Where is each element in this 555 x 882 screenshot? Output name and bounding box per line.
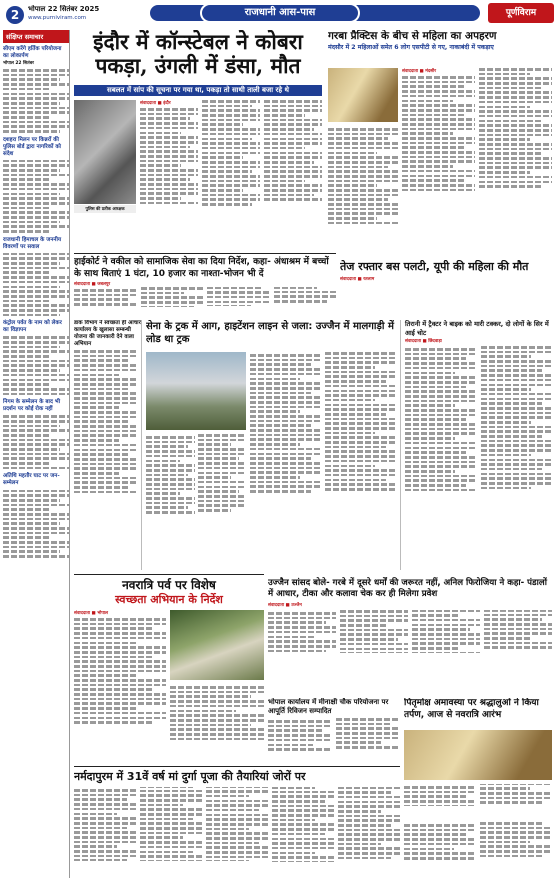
bhopal-meeting-story (268, 698, 400, 768)
sidebar-item-head: कंट्रोल पर्वत के नाम को लेकर का विज्ञापन (3, 320, 62, 334)
sidebar-item (3, 320, 69, 395)
pitru-body (404, 784, 552, 818)
narmada-body (74, 787, 400, 875)
pitru-headline: पितृमोक्ष अमावस्या पर श्रद्धालुओं ने किया तर्पण, आज से नवरात्रि आरंभ (404, 698, 539, 720)
bus-headline: तेज रफ्तार बस पलटी, यूपी की महिला की मौत (340, 260, 529, 273)
tractor-story (400, 320, 552, 570)
pitru-story (404, 698, 552, 818)
cleanup-photo (170, 610, 264, 680)
ujjain-mp-story (268, 574, 552, 694)
byline: संवाददाता ■ रतलाम (340, 277, 375, 282)
byline: संवाददाता ■ उज्जैन (268, 603, 302, 608)
masthead: पूर्णविराम (488, 3, 554, 23)
main-subhead: सबलत में सांप की सूचना पर गया था, पकड़ा तो साथी ताली बजा रहे थे (74, 85, 322, 96)
website-link[interactable]: www.purniviram.com (28, 15, 87, 21)
tractor-headline: तिरानी में ट्रैक्टर ने बाइक को मारी टक्कर, दो लोगों के सिर में आई चोट (405, 320, 549, 337)
navratri-headline-2: स्वच्छता अभियान के निर्देश (115, 593, 223, 606)
dak-body (74, 350, 141, 493)
byline: संवाददाता ■ जबलपुर (74, 282, 111, 287)
constable-photo (74, 100, 136, 204)
sidebar-item-head: अतिथि महतौर घाट पर जन-सम्मेलन (3, 473, 60, 487)
highcourt-body (74, 287, 336, 307)
tractor-body (405, 346, 552, 556)
dak-story (74, 320, 142, 570)
sidebar-item (3, 237, 69, 317)
ujjain-fire-headline: सेना के ट्रक में आग, हाइटेंशन लाइन से जला: उज्जैन में मालगाड़ी में लोड था ट्रक (146, 321, 394, 345)
narmada-headline: नर्मदापुरम में 31वें वर्ष मां दुर्गा पूजा की तैयारियां जोरों पर (74, 770, 306, 783)
navratri-body (74, 610, 166, 760)
sidebar-item (3, 473, 69, 557)
sidebar-item-head: निगम के सम्मेलन के बाद भी प्रदर्शन पर कोई रोक नहीं (3, 399, 61, 413)
garba-headline: गरबा प्रैक्टिस के बीच से महिला का अपहरण (328, 30, 497, 42)
ujjain-fire-body (250, 352, 396, 568)
narmada-story (74, 766, 400, 880)
garba-body-left (328, 126, 398, 253)
sidebar-item-head: सीएम करेंगे हर्तिक परियोजना का लोकार्पण (3, 46, 62, 59)
main-story (74, 30, 322, 250)
page-number: 2 (6, 6, 24, 24)
photo-caption: पुलिस की प्रतीक आरक्षक (74, 205, 136, 213)
sidebar-item-head: दशहरा मिलन पर किन्नरों की पुलिस बोर्ड द्वारा नागरिकों को संदेश (3, 136, 61, 157)
garba-photo (328, 68, 398, 122)
main-story-body (140, 100, 322, 248)
sidebar-item (3, 46, 69, 133)
ujjain-fire-body-left (146, 434, 246, 568)
truck-photo (146, 352, 246, 430)
garba-subhead: मंदसौर में 2 महिलाओं समेत 6 लोग एसपीटी से गए, नाकाबंदी में पकड़ाए (328, 44, 494, 51)
sidebar-item-dateline: भोपाल 22 सितंबर (3, 61, 34, 66)
bhopal-meeting-headline: भोपाल कार्यालय में मीनाक्षी चौक परियोजना पर आपूर्ति रिविजन सम्पादित (268, 698, 389, 715)
ujjain-fire-story (146, 320, 396, 570)
main-headline: इंदौर में कॉन्स्टेबल ने कोबरा पकड़ा, उंगली में डंसा, मौत (93, 30, 303, 78)
garba-body (402, 68, 552, 253)
byline: संवाददाता ■ भोपाल (74, 611, 109, 616)
sidebar-item (3, 137, 69, 233)
byline: संवाददाता ■ छिंदवाड़ा (405, 339, 442, 344)
navratri-story (74, 574, 264, 762)
bhopal-meeting-body (268, 718, 400, 762)
dateline: भोपाल 22 सितंबर 2025 (28, 5, 100, 13)
dak-headline: डाक विभाग ने स्वच्छता ही आचार कार्यालय के खुलासा सम्बन्धी योजना की जानकारी देने वाला अभियान (74, 320, 141, 347)
ujjain-mp-body (268, 610, 552, 674)
sidebar-item-head: राजधानी हिमाचल के जननीय विवरणों पर सवाल (3, 236, 62, 250)
page-header (0, 0, 555, 26)
sidebar (3, 30, 70, 878)
highcourt-headline: हाईकोर्ट ने वकील को सामाजिक सेवा का दिया निर्देश, कहा- अंधाश्रम में बच्चों के साथ बिताएं 1 घंटा, 10 हजार का नाश्ता-भोजन भी दें (74, 257, 329, 279)
byline: संवाददाता ■ मंदसौर (402, 69, 437, 74)
section-label: राजधानी आस-पास (200, 3, 360, 23)
bus-story (340, 260, 552, 316)
ghat-photo (404, 730, 552, 780)
ujjain-mp-headline: उज्जैन सांसद बोले- गरबे में दूसरे धर्मों की जरूरत नहीं, अनिल फिरोजिया ने कहा- पंडालों में आधार, टीका और कलावा चेक कर ही मिलेगा प्रवेश (268, 578, 547, 599)
highcourt-story (74, 253, 336, 317)
navratri-body-2 (170, 684, 264, 760)
byline: संवाददाता ■ इंदौर (140, 101, 171, 106)
garba-story (328, 30, 552, 255)
sidebar-item (3, 399, 69, 469)
bottom-right-body (404, 822, 552, 878)
navratri-headline-1: नवरात्रि पर्व पर विशेष (122, 578, 216, 592)
sidebar-title: संक्षिप्त समाचार (3, 30, 69, 43)
